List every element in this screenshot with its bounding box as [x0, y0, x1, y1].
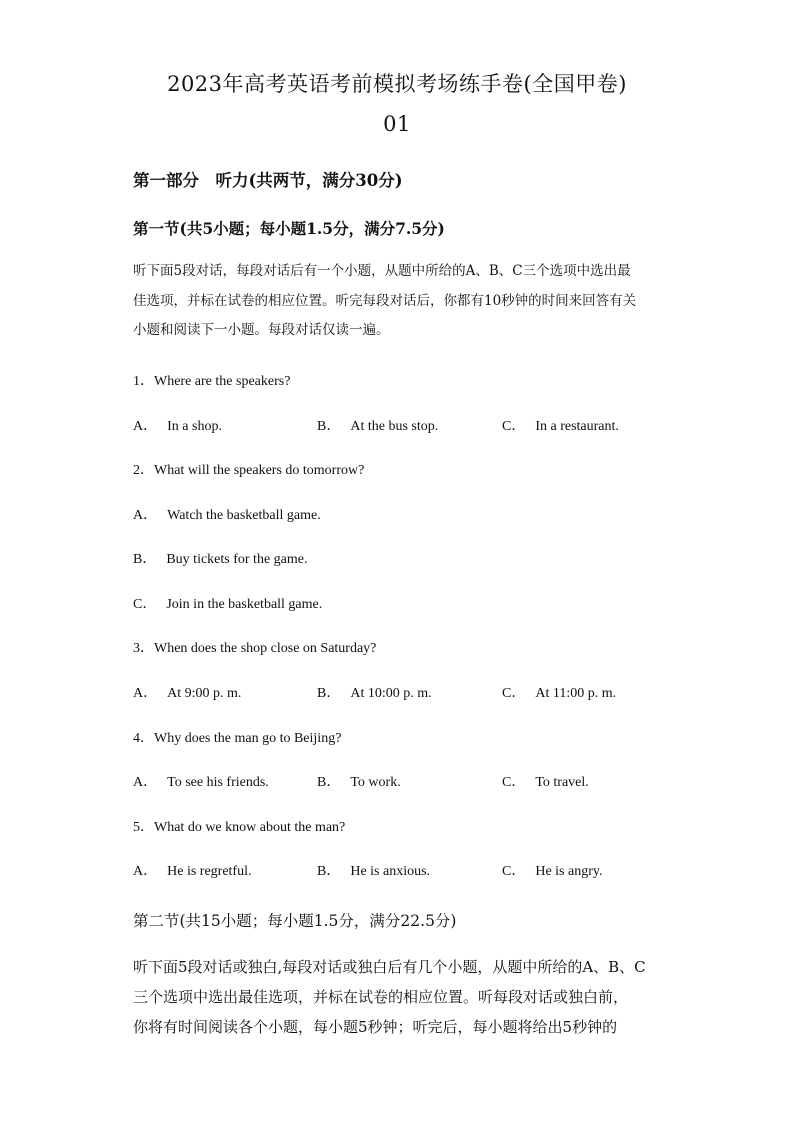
option-text: He is angry. — [535, 864, 603, 879]
question-2-option-a — [133, 504, 321, 524]
option-text: In a restaurant. — [535, 419, 619, 434]
option-key: C． — [502, 419, 526, 434]
question-1-stem: 1．Where are the speakers? — [133, 374, 291, 389]
option-key: B． — [317, 686, 341, 701]
instruction-line: 佳选项，并标在试卷的相应位置。听完每段对话后，你都有10秒钟的时间来回答有关 — [133, 292, 637, 309]
option-key: C． — [502, 775, 526, 790]
question-1-option-a — [133, 415, 222, 435]
question-2-stem: 2．What will the speakers do tomorrow? — [133, 463, 365, 478]
document-title: 2023年高考英语考前模拟考场练手卷(全国甲卷) — [167, 72, 627, 96]
option-key: B． — [317, 864, 341, 879]
question-5-option-a — [133, 860, 251, 880]
option-key: B． — [317, 775, 341, 790]
section2-instructions — [133, 952, 693, 1042]
question-3-option-a — [133, 682, 241, 702]
option-key: A． — [133, 864, 158, 879]
option-text: In a shop. — [167, 419, 222, 434]
option-text: Watch the basketball game. — [167, 508, 321, 523]
section1-instructions — [133, 257, 673, 346]
question-3-option-b — [317, 682, 432, 702]
option-key: A． — [133, 686, 158, 701]
section1-heading: 第一节(共5小题；每小题1.5分，满分7.5分) — [133, 219, 445, 238]
option-text: He is regretful. — [167, 864, 252, 879]
option-text: Join in the basketball game. — [166, 597, 323, 612]
question-4-options — [133, 771, 693, 791]
question-5-stem: 5．What do we know about the man? — [133, 820, 346, 835]
question-1-options — [133, 415, 693, 435]
option-text: Buy tickets for the game. — [166, 552, 308, 567]
option-key: A． — [133, 419, 158, 434]
question-4-stem: 4．Why does the man go to Beijing? — [133, 731, 342, 746]
option-text: At 10:00 p. m. — [350, 686, 432, 701]
document-title-number: 01 — [383, 112, 411, 136]
question-1-option-c — [502, 415, 619, 435]
option-text: At 11:00 p. m. — [535, 686, 617, 701]
question-4-option-b — [317, 771, 401, 791]
option-key: B． — [317, 419, 341, 434]
question-2-option-b — [133, 548, 307, 568]
option-text: To see his friends. — [167, 775, 269, 790]
option-text: He is anxious. — [350, 864, 431, 879]
instruction-line: 小题和阅读下一小题。每段对话仅读一遍。 — [133, 322, 390, 338]
option-key: C． — [133, 597, 157, 612]
part1-heading: 第一部分 听力(共两节，满分30分) — [133, 171, 403, 190]
question-5-options — [133, 860, 693, 880]
option-text: To work. — [350, 775, 401, 790]
instruction-line: 听下面5段对话，每段对话后有一个小题，从题中所给的A、B、C三个选项中选出最 — [133, 263, 631, 279]
option-key: C． — [502, 686, 526, 701]
option-key: A． — [133, 508, 158, 523]
question-3-options — [133, 682, 693, 702]
instruction-line: 听下面5段对话或独白,每段对话或独白后有几个小题，从题中所给的A、B、C — [133, 958, 646, 976]
option-key: B． — [133, 552, 157, 567]
question-2-option-c — [133, 593, 322, 613]
question-3-stem: 3．When does the shop close on Saturday? — [133, 641, 377, 656]
question-3-option-c — [502, 682, 616, 702]
question-1-option-b — [317, 415, 438, 435]
option-text: At 9:00 p. m. — [167, 686, 242, 701]
question-5-option-c — [502, 860, 602, 880]
option-text: To travel. — [535, 775, 589, 790]
question-5-option-b — [317, 860, 430, 880]
section2-heading: 第二节(共15小题；每小题1.5分，满分22.5分) — [133, 912, 457, 930]
option-text: At the bus stop. — [350, 419, 439, 434]
instruction-line: 你将有时间阅读各个小题，每小题5秒钟；听完后，每小题将给出5秒钟的 — [133, 1018, 618, 1036]
option-key: C． — [502, 864, 526, 879]
option-key: A． — [133, 775, 158, 790]
question-4-option-a — [133, 771, 269, 791]
question-4-option-c — [502, 771, 589, 791]
instruction-line: 三个选项中选出最佳选项，并标在试卷的相应位置。听每段对话或独白前， — [133, 988, 629, 1006]
